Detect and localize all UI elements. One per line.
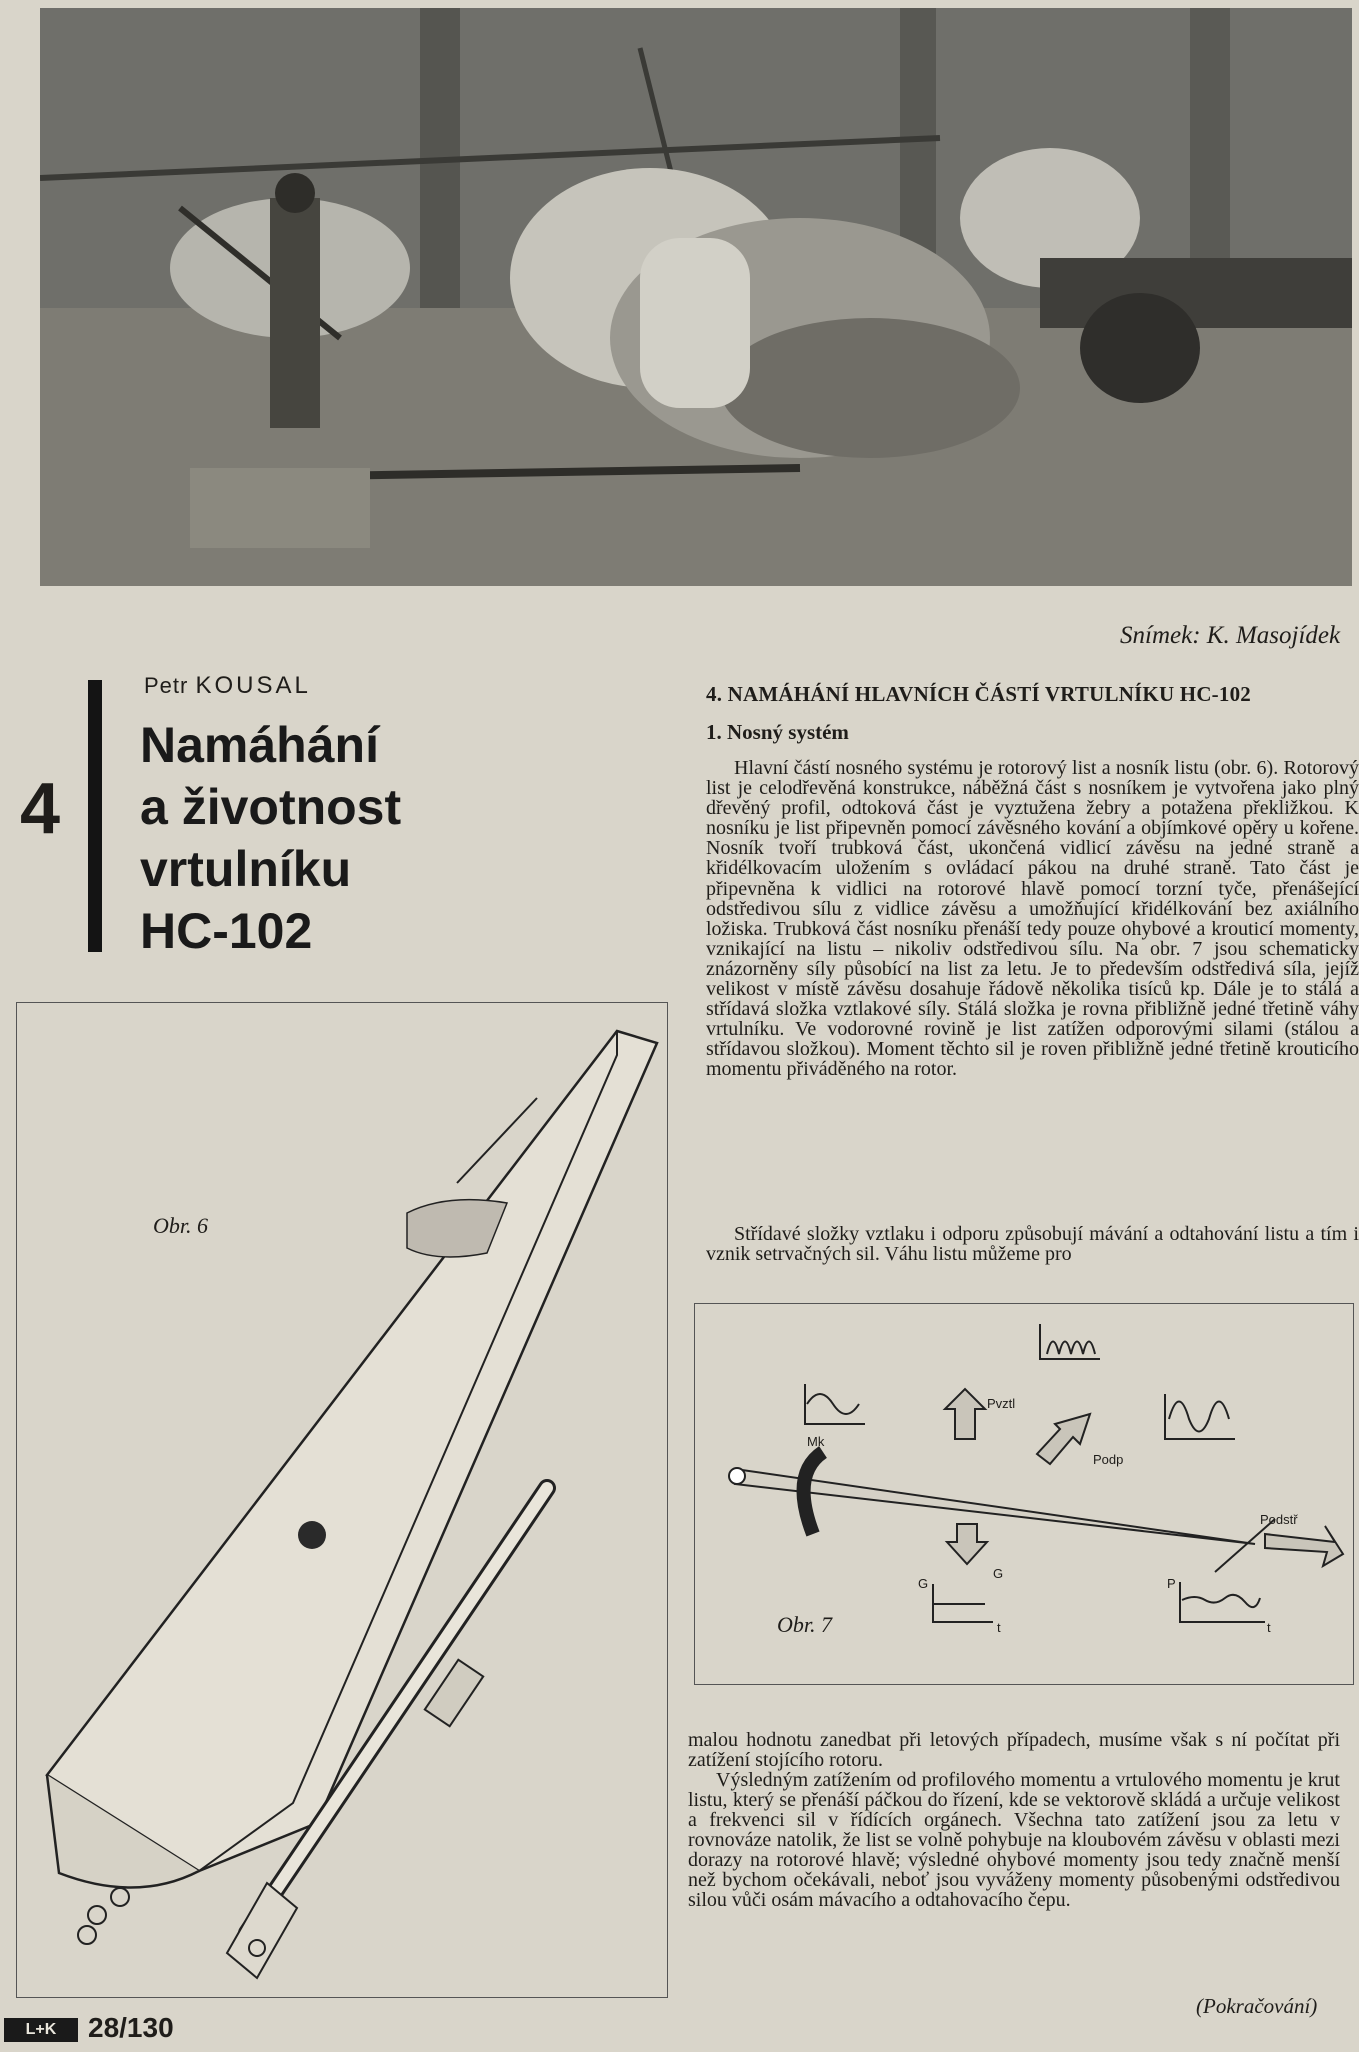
title-line: vrtulníku: [140, 841, 352, 897]
figure-7: [694, 1303, 1354, 1685]
body-paragraph-4: Výsledným zatížením od profilového momentu a vrtulového momentu je krut listu, který se přenáší páčkou do řízení, kde se vektorově skládá a určuje velikost a frekvenci sil v řídících orgánech. Všechna tato zatížení jsou za letu v rovnováze natolik, že list se volně pohybuje na kloubovém závěsu v oblasti mezi dorazy na rotorové hlavě; výsledné ohybové momenty jsou tedy značně menší než bychom očekávali, neboť jsou vyváženy momenty působenými odstředivou silou vůči osám mávacího a odtahovacího čepu.: [688, 1769, 1340, 1911]
title-line: HC-102: [140, 903, 313, 959]
label-podstr: Podstř: [1260, 1512, 1298, 1527]
photo-credit: Snímek: K. Masojídek: [1120, 622, 1341, 649]
figure-7-caption: Obr. 7: [777, 1612, 833, 1637]
label-p-axis: P: [1167, 1576, 1176, 1591]
magazine-logo: L+K: [4, 2018, 78, 2042]
figure-6-caption: Obr. 6: [153, 1213, 209, 1238]
title-line: a životnost: [140, 779, 402, 835]
subsection-heading: 1. Nosný systém: [706, 720, 849, 744]
label-g: G: [993, 1566, 1004, 1581]
helicopter-photo: [40, 8, 1352, 586]
title-line: Namáhání: [140, 717, 379, 773]
label-t-axis: t: [997, 1620, 1001, 1635]
label-t-axis: t: [1267, 1620, 1271, 1635]
series-number: 4: [20, 769, 61, 849]
article-title: [140, 714, 470, 962]
title-bar: [88, 680, 102, 952]
label-podp: Podp: [1093, 1452, 1124, 1467]
helicopter-photo-graphic: [40, 8, 1352, 586]
author-first-name: Petr: [144, 673, 189, 698]
figure-6: [16, 1002, 668, 1998]
body-paragraph-2: Střídavé složky vztlaku i odporu způsobují mávání a odtahování listu a tím i vznik setrvačných sil. Váhu listu můžeme pro: [706, 1223, 1359, 1266]
body-paragraph-1: Hlavní částí nosného systému je rotorový list a nosník listu (obr. 6). Rotorový list je celodřevěná konstrukce, náběžná část s nosníkem je vytvořena jako plný dřevěný profil, odtoková část je vyztužena žebry a potažena překližkou. K nosníku je list připevněn pomocí závěsného kování a objímkové opěry u kořene. Nosník tvoří trubková část, ukončená vidlicí závěsu na jedné straně a křidélkovacím uložením s ovládací pákou na druhé straně. Tato část je připevněna k vidlici na rotorové hlavě pomocí torzní tyče, přenášející odstředivou sílu z vidlice závěsu a umožňující křidélkování bez axiálního ložiska. Trubková část nosníku přenáší tedy pouze ohybové a krouticí momenty, vznikající na listu – nikoliv odstředivou sílu. Na obr. 7 jsou schematicky znázorněny síly působící na list za letu. Je to především odstředivá síla, jejíž velikost v místě závěsu dosahuje řádově několika tisíců kp. Dále je to stálá a střídavá složka vztlakové síly. Stálá složka je rovna přibližně jedné třetině váhy vrtulníku. Ve vodorovné rovině je list zatížen odporovými silami (stálou a střídavou složkou). Moment těchto sil je roven přibližně jedné třetině krouticího momentu přiváděného na rotor.: [706, 758, 1359, 1080]
label-mk: Mk: [807, 1434, 825, 1449]
page-number: 28/130: [88, 2012, 174, 2043]
author-name: [144, 672, 311, 700]
section-heading: 4. NAMÁHÁNÍ HLAVNÍCH ČÁSTÍ VRTULNÍKU HC-102: [706, 682, 1251, 706]
continued-note: (Pokračování): [1196, 1994, 1318, 2018]
label-g-axis: G: [918, 1576, 929, 1591]
author-last-name: KOUSAL: [195, 672, 311, 699]
body-paragraph-3: malou hodnotu zanedbat při letových případech, musíme však s ní počítat při zatížení stojícího rotoru.: [688, 1729, 1340, 1771]
label-pvztl: Pvztl: [987, 1396, 1016, 1411]
rotor-blade-drawing: [17, 1003, 667, 1997]
